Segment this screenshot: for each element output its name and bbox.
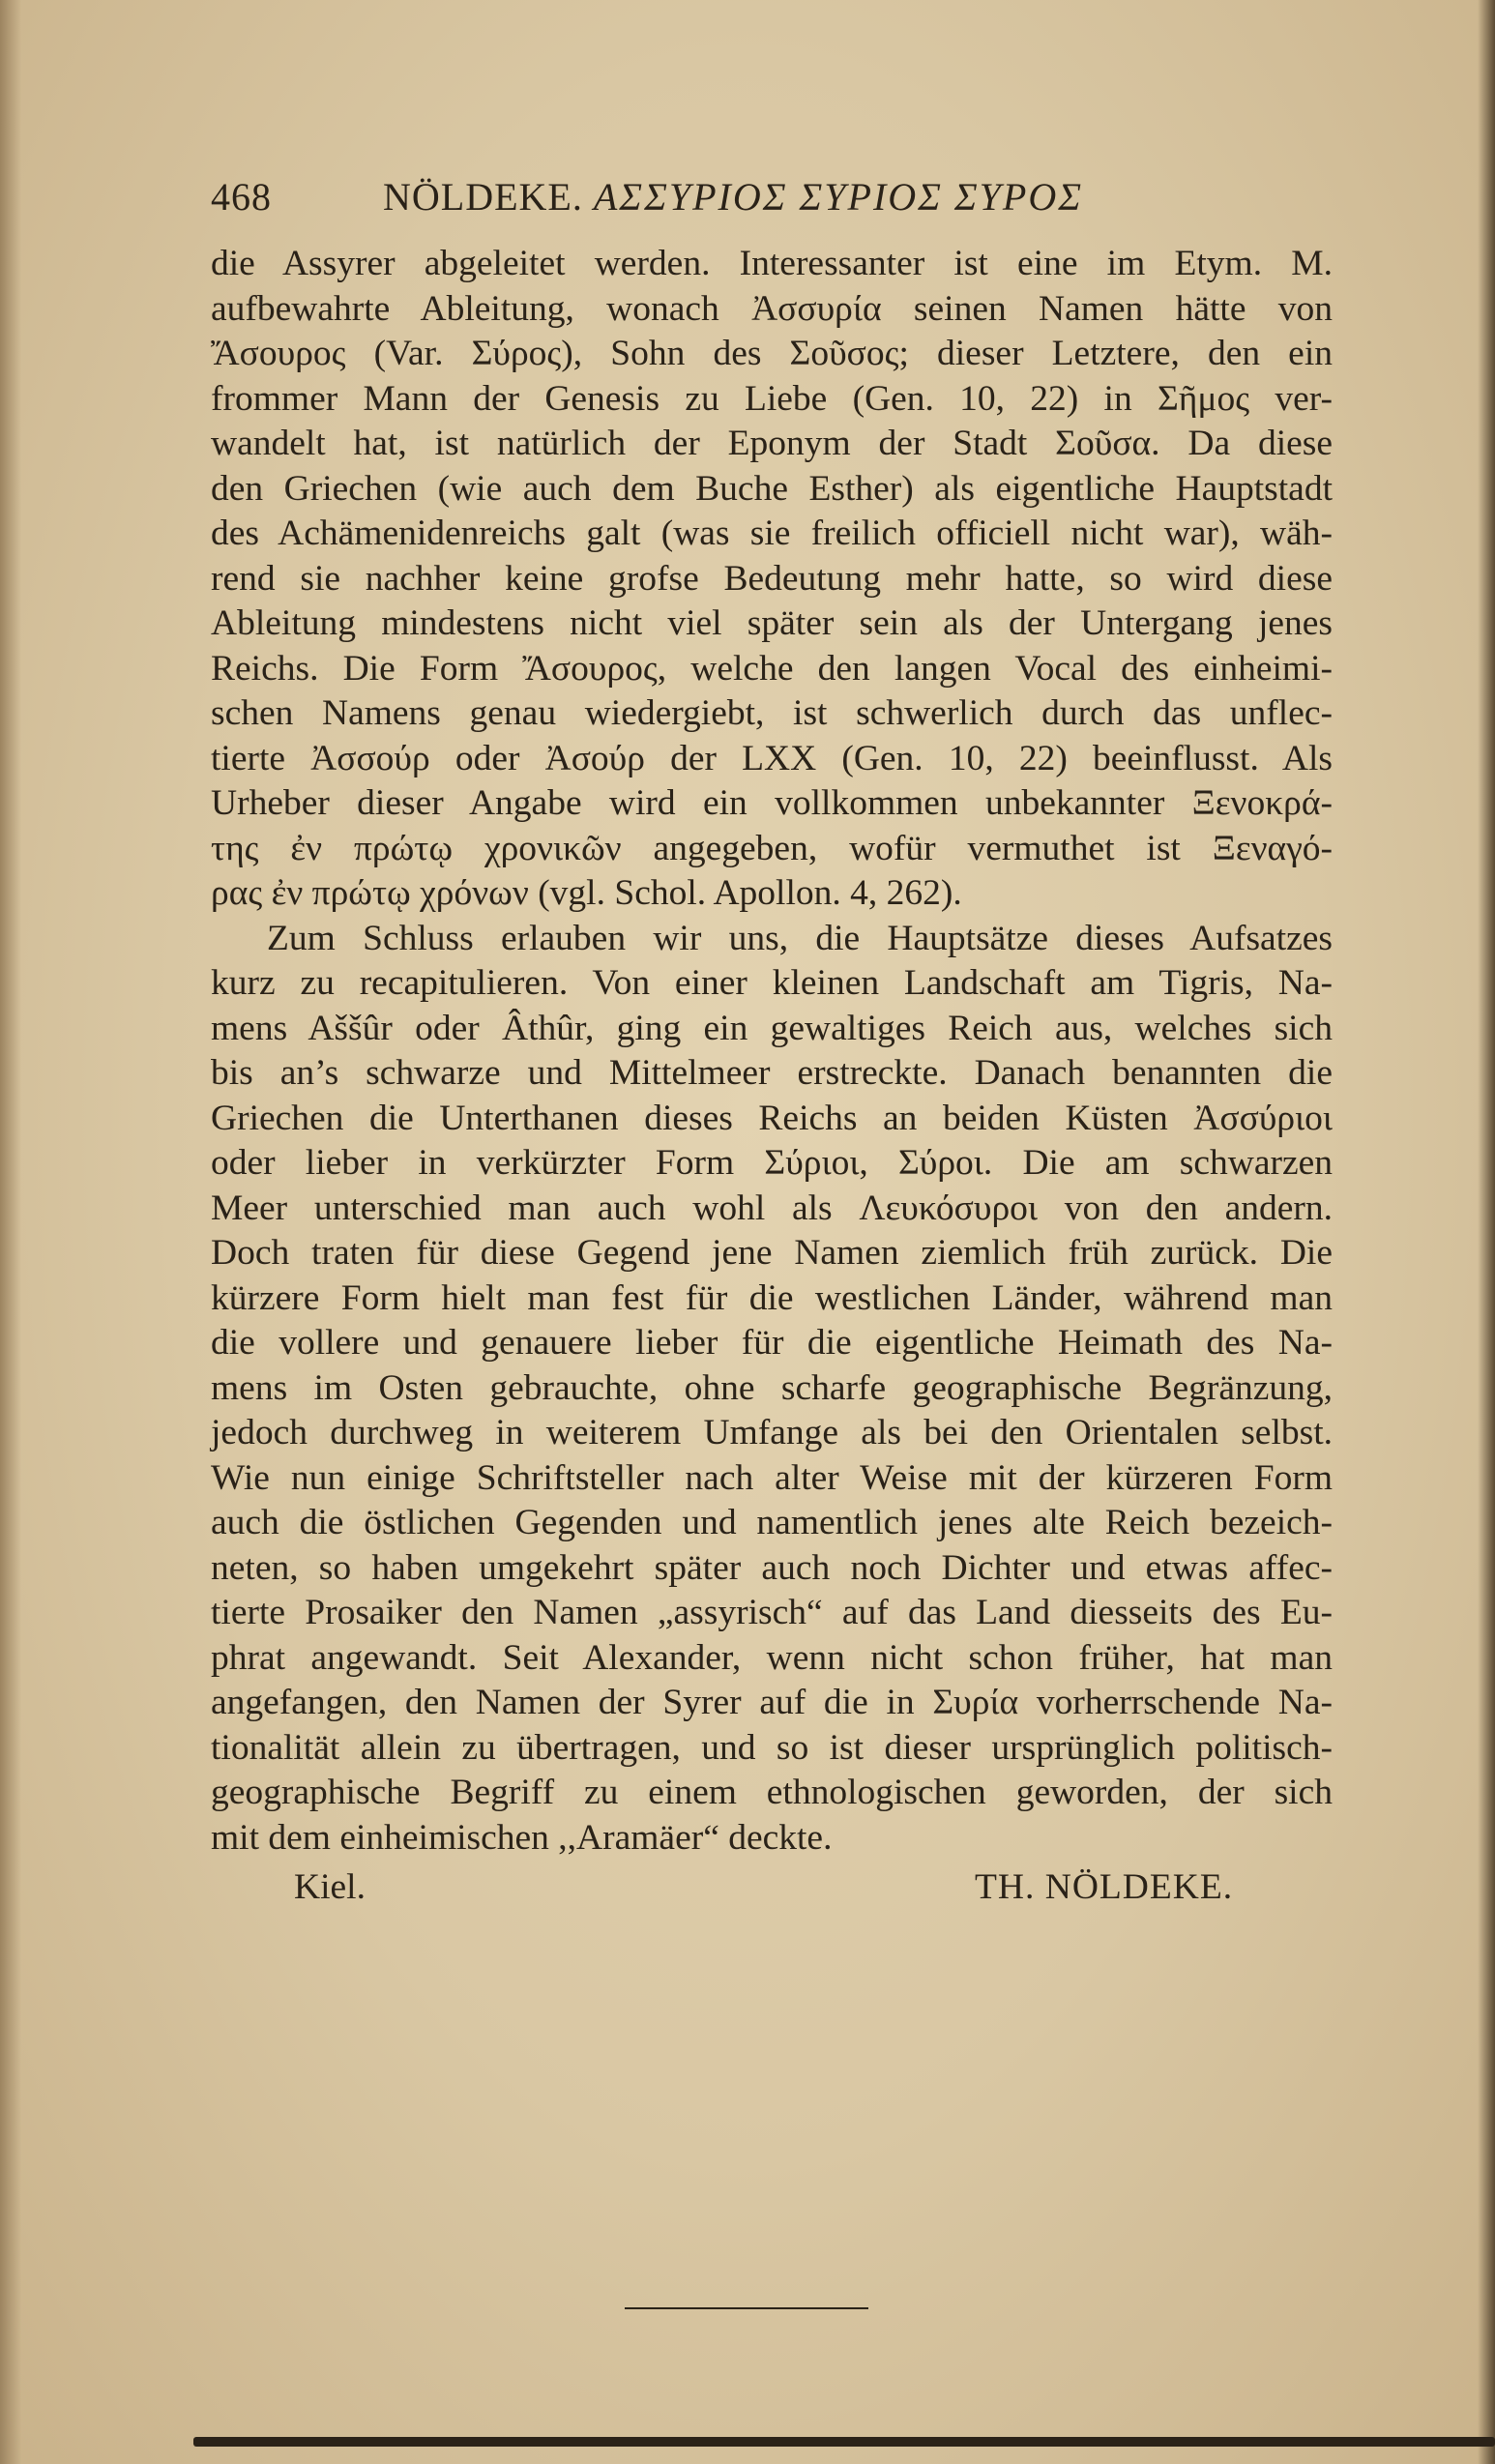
text-line: die vollere und genauere lieber für die eigentliche Heimath des Na- bbox=[211, 1323, 1333, 1363]
text-line: neten, so haben umgekehrt später auch noch Dichter und etwas affec- bbox=[211, 1547, 1333, 1588]
text-line: Urheber dieser Angabe wird ein vollkommen unbekannter Ξενοκρά- bbox=[211, 783, 1333, 823]
text-line: Griechen die Unterthanen dieses Reichs an beiden Küsten Ἀσσύριοι bbox=[211, 1098, 1333, 1138]
text-line: oder lieber in verkürzter Form Σύριοι, Σύροι. Die am schwarzen bbox=[211, 1143, 1333, 1183]
text-line: Wie nun einige Schriftsteller nach alter Weise mit der kürzeren Form bbox=[211, 1457, 1333, 1498]
running-author: NÖLDEKE. bbox=[383, 175, 583, 219]
text-line: bis an’s schwarze und Mittelmeer erstreckte. Danach benannten die bbox=[211, 1053, 1333, 1093]
text-line: tierte Ἀσσούρ oder Ἀσούρ der LXX (Gen. 10, 22) beeinflusst. Als bbox=[211, 738, 1333, 778]
bottom-rule bbox=[193, 2437, 1495, 2447]
text-line: die Assyrer abgeleitet werden. Interessanter ist eine im Etym. M. bbox=[211, 244, 1333, 283]
text-line: mens Aššûr oder Âthûr, ging ein gewaltiges Reich aus, welches sich bbox=[211, 1008, 1333, 1048]
page-number: 468 bbox=[211, 175, 272, 219]
text-line: den Griechen (wie auch dem Buche Esther) als eigentliche Hauptstadt bbox=[211, 468, 1333, 509]
text-line: phrat angewandt. Seit Alexander, wenn nicht schon früher, hat man bbox=[211, 1637, 1333, 1678]
text-line: kurz zu recapitulieren. Von einer kleinen Landschaft am Tigris, Na- bbox=[211, 963, 1333, 1003]
text-line: wandelt hat, ist natürlich der Eponym der Stadt Σοῦσα. Da diese bbox=[211, 424, 1333, 463]
text-line: Ableitung mindestens nicht viel später sein als der Untergang jenes bbox=[211, 603, 1333, 643]
text-line: angefangen, den Namen der Syrer auf die in Συρία vorherrschende Na- bbox=[211, 1683, 1333, 1722]
text-line: Doch traten für diese Gegend jene Namen ziemlich früh zurück. Die bbox=[211, 1233, 1333, 1273]
page bbox=[211, 174, 1333, 1915]
text-line: Ἄσουρος (Var. Σύρος), Sohn des Σοῦσος; dieser Letztere, den ein bbox=[211, 334, 1333, 373]
text-line: mit dem einheimischen ,,Aramäer“ deckte. bbox=[211, 1817, 833, 1858]
text-line: mens im Osten gebrauchte, ohne scharfe geographische Begränzung, bbox=[211, 1367, 1333, 1408]
text-line: aufbewahrte Ableitung, wonach Ἀσσυρία seinen Namen hätte von bbox=[211, 288, 1333, 329]
text-line: tionalität allein zu übertragen, und so ist dieser ursprünglich politisch- bbox=[211, 1727, 1333, 1768]
text-line: rend sie nachher keine grofse Bedeutung mehr hatte, so wird diese bbox=[211, 558, 1333, 599]
text-line: kürzere Form hielt man fest für die westlichen Länder, während man bbox=[211, 1277, 1333, 1318]
signature-author: TH. NÖLDEKE. bbox=[975, 1867, 1234, 1907]
running-title bbox=[383, 174, 1083, 220]
text-line: της ἐν πρώτῳ χρονικῶν angegeben, wofür vermuthet ist Ξεναγό- bbox=[211, 828, 1333, 868]
body-text bbox=[211, 242, 1333, 1861]
signature-place: Kiel. bbox=[294, 1867, 366, 1907]
section-divider bbox=[625, 2307, 868, 2309]
running-head bbox=[211, 174, 1333, 232]
text-line: des Achämenidenreichs galt (was sie freilich officiell nicht war), wäh- bbox=[211, 513, 1333, 553]
text-line: auch die östlichen Gegenden und namentlich jenes alte Reich bezeich- bbox=[211, 1503, 1333, 1542]
running-title-greek: ΑΣΣΥΡΙΟΣ ΣΥΡΙΟΣ ΣΥΡΟΣ bbox=[593, 175, 1084, 219]
text-line: Reichs. Die Form Ἄσουρος, welche den langen Vocal des einheimi- bbox=[211, 648, 1333, 689]
signature bbox=[211, 1866, 1333, 1915]
text-line: ρας ἐν πρώτῳ χρόνων (vgl. Schol. Apollon. 4, 262). bbox=[211, 873, 962, 913]
text-line: schen Namens genau wiedergiebt, ist schwerlich durch das unflec- bbox=[211, 693, 1333, 733]
text-line: frommer Mann der Genesis zu Liebe (Gen. 10, 22) in Σῆμος ver- bbox=[211, 378, 1333, 419]
text-line: Meer unterschied man auch wohl als Λευκόσυροι von den andern. bbox=[211, 1188, 1333, 1228]
text-line: jedoch durchweg in weiterem Umfange als bei den Orientalen selbst. bbox=[211, 1413, 1333, 1452]
text-line: geographische Begriff zu einem ethnologischen geworden, der sich bbox=[211, 1773, 1333, 1812]
page-edge-left bbox=[0, 0, 21, 2464]
page-edge-right bbox=[1478, 0, 1495, 2464]
text-line: Zum Schluss erlauben wir uns, die Hauptsätze dieses Aufsatzes bbox=[267, 918, 1333, 958]
text-line: tierte Prosaiker den Namen „assyrisch“ auf das Land diesseits des Eu- bbox=[211, 1593, 1333, 1632]
